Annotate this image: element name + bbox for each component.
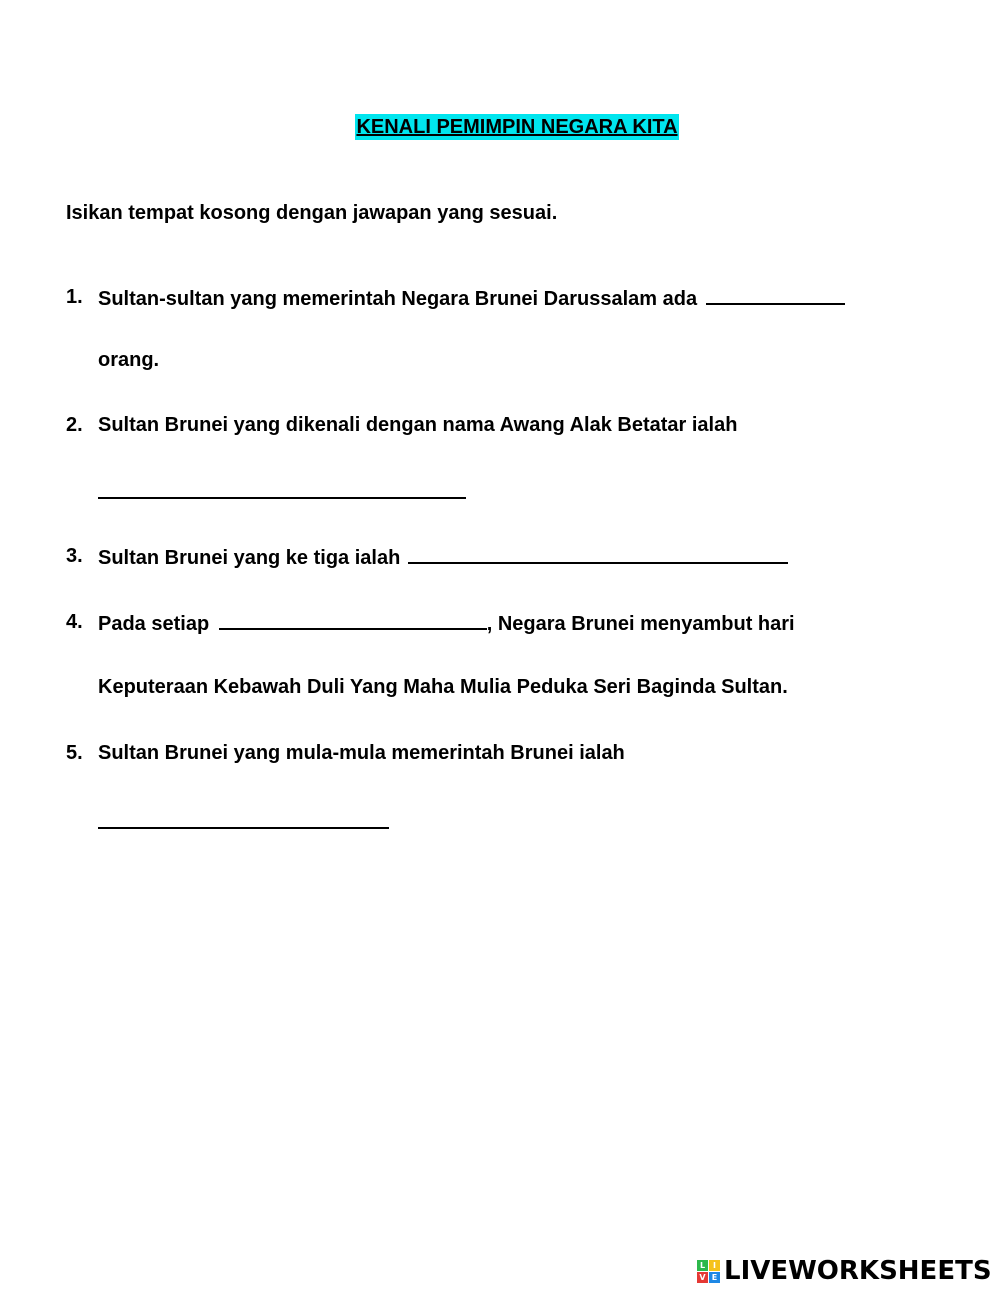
question-number: 4. <box>66 611 83 633</box>
answer-blank[interactable] <box>408 543 788 564</box>
logo-live-icon <box>697 1260 720 1283</box>
question-number: 3. <box>66 545 83 567</box>
question-text: Sultan Brunei yang mula-mula memerintah Brunei ialah <box>98 742 625 764</box>
question-number: 1. <box>66 286 83 308</box>
question-text <box>98 543 788 571</box>
question-text-part: Keputeraan Kebawah Duli Yang Maha Mulia Peduka Seri Baginda Sultan. <box>98 676 788 698</box>
answer-blank[interactable] <box>98 827 389 829</box>
question-number: 2. <box>66 414 83 436</box>
question-text-part: orang. <box>98 349 160 371</box>
answer-blank[interactable] <box>219 609 487 630</box>
question-number: 5. <box>66 742 83 764</box>
question-text <box>98 284 845 312</box>
logo-text: LIVEWORKSHEETS <box>724 1256 992 1286</box>
logo-cell: V <box>697 1272 708 1283</box>
question-text-part: Sultan Brunei yang ke tiga ialah <box>98 547 401 569</box>
answer-blank[interactable] <box>98 497 466 499</box>
logo-cell: E <box>709 1272 720 1283</box>
question-text-part: Sultan-sultan yang memerintah Negara Brunei Darussalam ada <box>98 288 698 310</box>
logo-cell: I <box>709 1260 720 1271</box>
title-wrap <box>0 114 1000 140</box>
question-text <box>98 609 795 637</box>
instruction-text: Isikan tempat kosong dengan jawapan yang sesuai. <box>66 202 558 224</box>
answer-blank[interactable] <box>706 284 845 305</box>
logo-cell: L <box>697 1260 708 1271</box>
worksheet-title: KENALI PEMIMPIN NEGARA KITA <box>356 116 678 138</box>
question-text-part: , Negara Brunei menyambut hari <box>486 613 795 635</box>
question-text-part: Pada setiap <box>98 613 210 635</box>
question-text: Sultan Brunei yang dikenali dengan nama Awang Alak Betatar ialah <box>98 414 738 436</box>
liveworksheets-logo <box>697 1256 992 1286</box>
